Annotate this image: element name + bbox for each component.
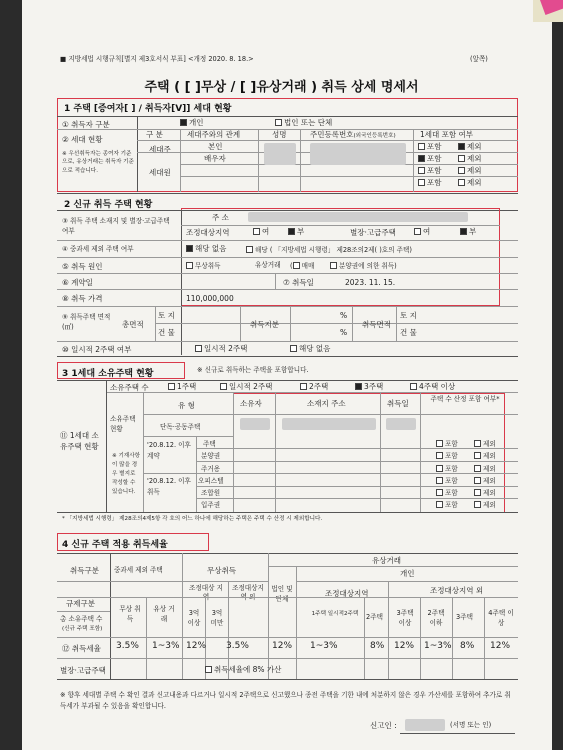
row2-exclude[interactable]: 제외 (458, 155, 482, 163)
reg-label: 규제구분 (66, 599, 95, 608)
presale-include[interactable]: 포함 (436, 452, 458, 460)
rate-label: ⑫ 취득세율 (62, 644, 101, 653)
free-label: 무상취득 (207, 566, 236, 575)
rate-corp: 12% (272, 641, 293, 651)
temp-no[interactable]: 해당 없음 (290, 345, 330, 353)
adj-area-label: 조정대상 지역 (189, 584, 223, 602)
address-redacted (248, 212, 468, 222)
rate-col-free: 무상 취득 (119, 605, 141, 623)
section4-title: 4 신규 주택 적용 취득세율 (62, 540, 168, 550)
villa-label: 별장·고급주택 (350, 228, 396, 237)
rate-1house: 1~3% (310, 641, 338, 651)
share-building-pct: % (340, 328, 348, 337)
share-label: 취득지분 (250, 320, 279, 329)
count-total-note: (신규 주택 포함) (62, 626, 103, 632)
count-2[interactable]: 2주택 (300, 383, 328, 391)
address-row-redacted (282, 418, 376, 430)
individual-checkbox[interactable] (180, 119, 187, 126)
col-name: 성명 (272, 130, 287, 139)
member-label: 세대원 (149, 168, 171, 177)
adjust-yes[interactable]: 부 (288, 228, 304, 236)
count-total-label: 총 소유주택 수 (60, 615, 103, 623)
corporate-option[interactable]: 법인 또는 단체 (275, 119, 332, 127)
rate-3eok-over: 12% (186, 641, 207, 651)
occupancy-include[interactable]: 포함 (436, 501, 458, 509)
rate-col-3plus: 3주택 이상 (396, 609, 414, 627)
contract-label: ⑥ 계약일 (62, 278, 93, 287)
household-housing-label: ⑪ 1세대 소유주택 현황 (60, 431, 99, 452)
multi-note: ※ 기재사항이 많을 경우 별지로 작성할 수 있습니다. (112, 453, 141, 495)
col-gubun: 구 분 (146, 130, 163, 139)
household-label: ② 세대 현황 (62, 135, 103, 144)
section1-title: 1 주택 [증여자[ ] / 취득자[V]] 세대 현황 (64, 104, 232, 114)
rrn-redacted (310, 143, 406, 165)
count-1[interactable]: 1주택 (168, 383, 196, 391)
cause-sale[interactable]: ( 매매 (290, 262, 315, 270)
adjust-label: 조정대상지역 (186, 228, 230, 237)
share-land-pct: % (340, 311, 348, 320)
rate-free: 3.5% (116, 641, 139, 651)
head-label: 세대주 (149, 145, 171, 154)
row3-include[interactable]: 포함 (418, 167, 442, 175)
section3-note: ※ 신규로 취득하는 주택을 포함합니다. (197, 366, 309, 374)
adj-label: 조정대상지역 (325, 589, 369, 598)
date-redacted (386, 418, 416, 430)
rate-col-3eok-under: 3억 미만 (210, 609, 224, 627)
row4-exclude[interactable]: 제외 (458, 179, 482, 187)
building-label-2: 건 물 (400, 328, 417, 337)
rate-col-2under: 2주택 이하 (427, 609, 445, 627)
row2-include[interactable]: 포함 (418, 155, 442, 163)
villa-rate-text[interactable]: 취득세율에 8% 가산 (205, 666, 281, 674)
type-label: 유 형 (178, 401, 195, 410)
heavy-applies[interactable]: 해당 ( 「지방세법 시행령」 제28조의2제( )호의 주택) (246, 246, 412, 254)
col-include: 1세대 포함 여부 (420, 130, 474, 139)
acq-date-value: 2023. 11. 15. (345, 278, 396, 287)
land-label-1: 토 지 (158, 311, 175, 320)
type-officetel: 오피스텔 (198, 477, 224, 485)
reporter-label: 신고인 : (370, 721, 397, 730)
address-key: 주 소 (212, 213, 229, 222)
include-col: 주택 수 산정 포함 여부* (430, 395, 500, 403)
acq-date-col: 취득일 (387, 399, 409, 408)
presale-exclude[interactable]: 제외 (474, 452, 496, 460)
non-adj-label: 조정대상지역 외 (430, 586, 484, 595)
row3-exclude[interactable]: 제외 (458, 167, 482, 175)
relation-row1: 본인 (208, 142, 223, 151)
rate-col-4plus: 4주택 이상 (488, 609, 514, 627)
rate-2house: 8% (370, 641, 385, 651)
owner-col: 소유자 (240, 399, 262, 408)
temp-label: ⑩ 일시적 2주택 여부 (62, 345, 132, 354)
villa-no[interactable]: 여 (414, 228, 430, 236)
residential-exclude[interactable]: 제외 (474, 465, 496, 473)
sign-note: (서명 또는 인) (450, 721, 492, 729)
union-exclude[interactable]: 제외 (474, 489, 496, 497)
rate-col-3eok-over: 3억 이상 (187, 609, 201, 627)
area-label: ⑨ 취득주택 면적(㎡) (62, 313, 111, 331)
count-temp2[interactable]: 일시적 2주택 (220, 383, 272, 391)
type-presale: 분양권 (201, 452, 221, 460)
cause-paid: 유상거래 (255, 261, 281, 269)
row4-include[interactable]: 포함 (418, 179, 442, 187)
acq-date-label: ⑦ 취득일 (283, 278, 314, 287)
officetel-exclude[interactable]: 제외 (474, 477, 496, 485)
law-reference: ■ 지방세법 시행규칙[별지 제3호서식 부표] <개정 2020. 8. 18.> (60, 55, 254, 63)
corp-label: 법인 및 단체 (271, 585, 293, 603)
heavy-label: ④ 중과세 제외 주택 여부 (62, 245, 134, 253)
temp-yes[interactable]: 일시적 2주택 (195, 345, 247, 353)
acq-type-label: 취득구분 (70, 566, 99, 575)
type-occupancy: 입주권 (201, 501, 221, 509)
rate-3house: 8% (460, 641, 475, 651)
count-3[interactable]: 3주택 (355, 383, 383, 391)
rate-4plus: 12% (490, 641, 511, 651)
row1-include[interactable]: 포함 (418, 143, 442, 151)
heavy-none[interactable]: 해당 없음 (186, 245, 226, 253)
address-label: ③ 취득 주택 소재지 및 별장·고급주택 여부 (62, 217, 170, 235)
union-include[interactable]: 포함 (436, 489, 458, 497)
section3-table-highlight (233, 393, 505, 513)
rate-col-paid: 유상 거래 (153, 605, 175, 623)
rate-col-1house: 1주택 일시적2주택 (311, 611, 359, 617)
type-union: 조합원 (201, 489, 221, 497)
individual-option[interactable]: 개인 (180, 119, 204, 127)
page-side: (앞쪽) (470, 55, 488, 63)
occupancy-exclude[interactable]: 제외 (474, 501, 496, 509)
corporate-checkbox[interactable] (275, 119, 282, 126)
cause-free[interactable]: 무상취득 (186, 262, 220, 270)
section4-note: ※ 향후 세대별 주택 수 확인 결과 신고내용과 다르거나 일시적 2주택으로 신고했으나 종전 주택을 기한 내에 처분하지 않은 경우 가산세를 포함하여 추가로 취득세가 부과될 수 있음을 확인합니다. (60, 691, 511, 710)
rate-col-2house: 2주택 (366, 613, 383, 621)
col-rrn: 주민등록번호(외국인등록번호) (310, 130, 396, 139)
row1-exclude[interactable]: 제외 (458, 143, 482, 151)
rate-3plus: 12% (394, 641, 415, 651)
residential-include[interactable]: 포함 (436, 465, 458, 473)
form-title: 주택 ( [ ]무상 / [ ]유상거래 ) 취득 상세 명세서 (144, 80, 419, 95)
after-contract: '20.8.12. 이후 계약 (147, 441, 191, 460)
rate-3eok-under: 3.5% (226, 641, 249, 651)
reporter-redacted (405, 719, 445, 731)
house-exclude[interactable]: 제외 (474, 440, 496, 448)
col-relation: 세대주와의 관계 (187, 130, 241, 139)
individual-label: 개인 (400, 569, 415, 578)
house-include[interactable]: 포함 (436, 440, 458, 448)
price-label: ⑧ 취득 가격 (62, 294, 103, 303)
household-note: ※ 우선취득자는 종여자 기준으로, 유상거래는 취득자 기준으로 적습니다. (62, 151, 134, 174)
after-acquire: '20.8.12. 이후 취득 (147, 477, 191, 496)
section3-title: 3 1세대 소유주택 현황 (62, 369, 154, 379)
buyer-type-label: ① 취득자 구분 (62, 120, 110, 129)
villa-yes[interactable]: 부 (460, 228, 476, 236)
acq-area-label: 취득면적 (362, 320, 391, 329)
owner-redacted (240, 418, 270, 430)
total-area-label: 총면적 (122, 320, 144, 329)
type-residential: 주거용 (201, 465, 221, 473)
land-label-2: 토 지 (400, 311, 417, 320)
adjust-no[interactable]: 여 (253, 228, 269, 236)
address-col: 소재지 주소 (307, 399, 346, 408)
building-label-1: 건 물 (158, 328, 175, 337)
paid-label: 유상거래 (372, 556, 401, 565)
heavy-excl-label: 중과세 제외 주택 (114, 566, 163, 574)
price-value: 110,000,000 (186, 294, 234, 303)
section3-footnote: * 「지방세법 시행령」 제28조의4제5항 각 호의 어느 하나에 해당하는 주택은 주택 수 산정 시 제외합니다. (62, 516, 323, 522)
cause-label: ⑤ 취득 원인 (62, 262, 103, 271)
housing-status-label: 소유주택 현황 (110, 415, 136, 433)
rate-2under: 1~3% (424, 641, 452, 651)
type-house: 주택 (203, 440, 216, 448)
cause-presale[interactable]: 분양권에 의한 취득) (330, 262, 397, 270)
name-redacted (264, 143, 296, 165)
section2-title: 2 신규 취득 주택 현황 (64, 200, 153, 210)
adj-out-label: 조정대상지역 외 (232, 584, 264, 602)
rate-col-3house: 3주택 (456, 613, 473, 621)
count-4plus[interactable]: 4주택 이상 (410, 383, 455, 391)
count-label: 소유주택 수 (110, 383, 149, 392)
relation-row2: 배우자 (204, 154, 226, 163)
single-house: 단독·공동주택 (160, 423, 201, 431)
villa-rate-label: 별장·고급주택 (60, 666, 106, 675)
rate-paid: 1~3% (152, 641, 180, 651)
officetel-include[interactable]: 포함 (436, 477, 458, 485)
